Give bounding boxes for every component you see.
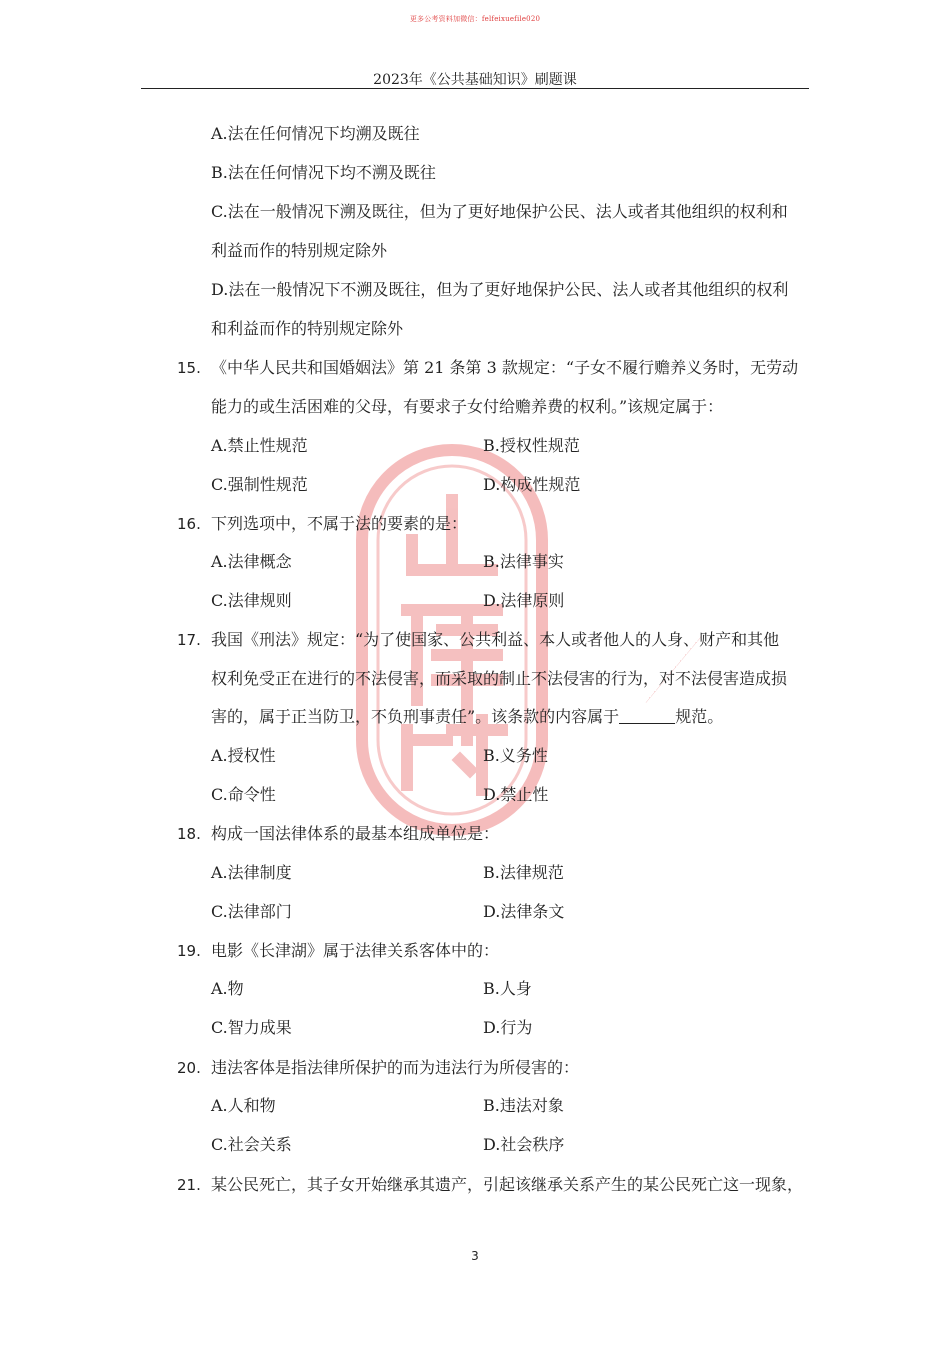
q15-option-c: C.强制性规范 xyxy=(211,475,308,494)
q16-stem-line1: 下列选项中，不属于法的要素的是： xyxy=(211,514,468,533)
q18-option-d: D.法律条文 xyxy=(483,902,565,921)
q18-option-a: A.法律制度 xyxy=(211,863,292,882)
q19-option-b: B.人身 xyxy=(483,979,532,998)
q18-option-b: B.法律规范 xyxy=(483,863,564,882)
page-header-title: 2023年《公共基础知识》刷题课 xyxy=(373,72,577,88)
q19-option-d: D.行为 xyxy=(483,1018,533,1037)
q20-number: 20. xyxy=(177,1059,201,1077)
top-note: 更多公考资料加微信：felfeixuefile020 xyxy=(409,15,541,23)
q19-stem-line1: 电影《长津湖》属于法律关系客体中的： xyxy=(211,941,500,960)
q17-option-d: D.禁止性 xyxy=(483,785,549,804)
q15-option-d: D.构成性规范 xyxy=(483,475,581,494)
q20-option-c: C.社会关系 xyxy=(211,1135,292,1154)
q19-option-a: A.物 xyxy=(211,979,244,998)
fill-in-blank xyxy=(619,709,675,724)
q15-stem-line1: 《中华人民共和国婚姻法》第 21 条第 3 款规定：“子女不履行赡养义务时，无劳动 xyxy=(211,358,799,377)
q17-number: 17. xyxy=(177,631,201,649)
q17-stem-line3-text: 害的，属于正当防卫，不负刑事责任”。该条款的内容属于 xyxy=(211,707,620,726)
q15-option-a: A.禁止性规范 xyxy=(211,436,308,455)
q21-number: 21. xyxy=(177,1176,201,1194)
q19-option-c: C.智力成果 xyxy=(211,1018,292,1037)
q16-option-a: A.法律概念 xyxy=(211,552,292,571)
q17-option-c: C.命令性 xyxy=(211,785,276,804)
q14-option-c-line2: 利益而作的特别规定除外 xyxy=(211,241,388,260)
q14-option-b: B.法在任何情况下均不溯及既往 xyxy=(211,163,436,182)
header-divider xyxy=(141,88,809,89)
q14-option-c-line1: C.法在一般情况下溯及既往，但为了更好地保护公民、法人或者其他组织的权利和 xyxy=(211,202,788,221)
q15-stem-line2: 能力的或生活困难的父母，有要求子女付给赡养费的权利。”该规定属于： xyxy=(211,397,724,416)
q21-stem-line1: 某公民死亡，其子女开始继承其遗产，引起该继承关系产生的某公民死亡这一现象， xyxy=(211,1175,804,1194)
q17-stem-line1: 我国《刑法》规定：“为了使国家、公共利益、本人或者他人的人身、财产和其他 xyxy=(211,630,780,649)
q14-option-d-line2: 和利益而作的特别规定除外 xyxy=(211,319,404,338)
q20-option-a: A.人和物 xyxy=(211,1096,276,1115)
q17-option-a: A.授权性 xyxy=(211,746,276,765)
q15-number: 15. xyxy=(177,359,201,377)
q18-option-c: C.法律部门 xyxy=(211,902,292,921)
q20-option-b: B.违法对象 xyxy=(483,1096,564,1115)
q17-stem-line2: 权利免受正在进行的不法侵害，而采取的制止不法侵害的行为，对不法侵害造成损 xyxy=(211,669,788,688)
page-number: 3 xyxy=(471,1249,479,1263)
q17-option-b: B.义务性 xyxy=(483,746,548,765)
q15-option-b: B.授权性规范 xyxy=(483,436,580,455)
q18-number: 18. xyxy=(177,825,201,843)
q17-stem-line3-tail: 规范。 xyxy=(675,707,724,726)
q14-option-a: A.法在任何情况下均溯及既往 xyxy=(211,124,420,143)
q19-number: 19. xyxy=(177,942,201,960)
diagonal-watermark-text: 一一一一一一一一一一一 xyxy=(642,633,707,707)
q16-option-d: D.法律原则 xyxy=(483,591,565,610)
q17-stem-line3 xyxy=(211,707,723,727)
q16-option-b: B.法律事实 xyxy=(483,552,564,571)
q18-stem-line1: 构成一国法律体系的最基本组成单位是： xyxy=(211,824,500,843)
q16-number: 16. xyxy=(177,515,201,533)
q20-stem-line1: 违法客体是指法律所保护的而为违法行为所侵害的： xyxy=(211,1058,580,1077)
q14-option-d-line1: D.法在一般情况下不溯及既往，但为了更好地保护公民、法人或者其他组织的权利 xyxy=(211,280,789,299)
q16-option-c: C.法律规则 xyxy=(211,591,292,610)
q20-option-d: D.社会秩序 xyxy=(483,1135,565,1154)
